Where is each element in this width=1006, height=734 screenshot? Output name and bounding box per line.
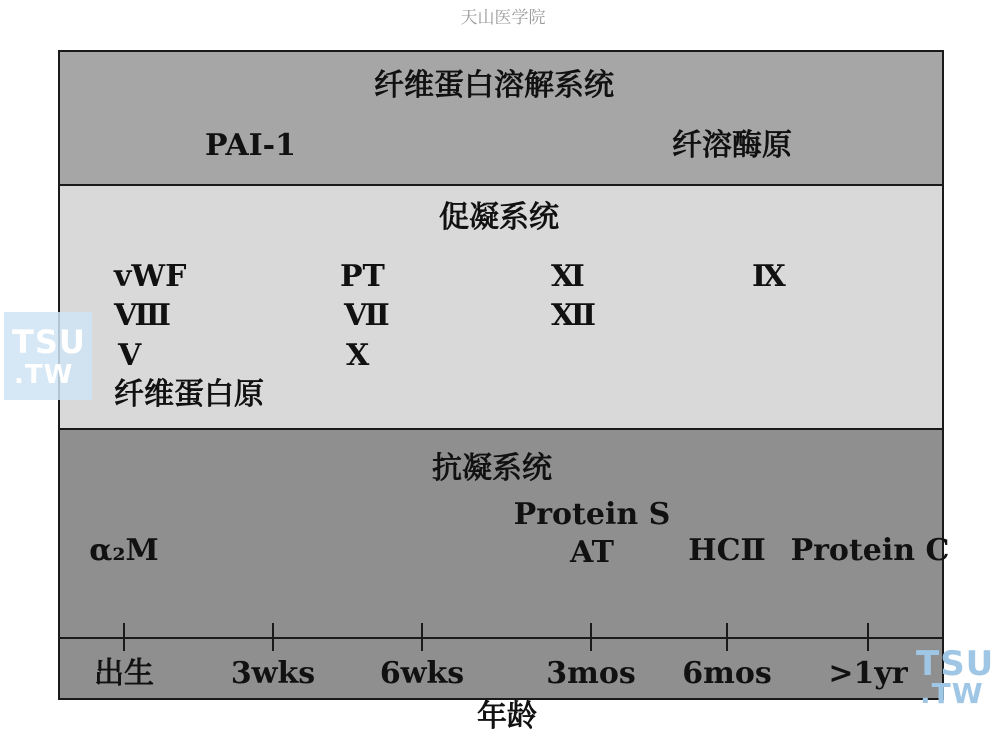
marker-hc2: HCⅡ xyxy=(688,533,766,568)
factor-vii: Ⅶ xyxy=(344,298,390,333)
watermark-text: 天山医学院 xyxy=(460,8,546,28)
marker-a2m: α₂M xyxy=(89,533,159,568)
fibrinolysis-title: 纤维蛋白溶解系统 xyxy=(374,68,614,103)
factor-x: Ⅹ xyxy=(346,338,370,373)
marker-at: AT xyxy=(570,535,614,570)
tick-label-6wks: 6wks xyxy=(379,656,465,691)
tick-label-6mos: 6mos xyxy=(682,656,772,691)
tick-label-3mos: 3mos xyxy=(546,656,636,691)
marker-protein-c: Protein C xyxy=(790,533,950,568)
procoagulant-section xyxy=(60,186,942,430)
axis-tick xyxy=(272,623,274,651)
axis-tick xyxy=(421,623,423,651)
factor-pt: PT xyxy=(340,259,385,294)
axis-tick xyxy=(726,623,728,651)
diagram-frame xyxy=(58,50,950,734)
plasminogen-label: 纤溶酶原 xyxy=(672,128,792,163)
factor-vwf: vWF xyxy=(114,259,187,294)
marker-protein-s: Protein S xyxy=(513,497,671,532)
tick-label-birth: 出生 xyxy=(94,656,154,691)
factor-v: Ⅴ xyxy=(118,338,142,373)
factor-xii: Ⅻ xyxy=(551,298,597,333)
tick-label-3wks: 3wks xyxy=(230,656,316,691)
fibrinolysis-section xyxy=(60,52,942,186)
tsu-logo-right-line2: .TW xyxy=(920,677,984,710)
procoagulant-title: 促凝系统 xyxy=(439,200,559,235)
tsu-logo-left-line1: TSU xyxy=(12,323,86,361)
age-axis-line xyxy=(60,637,942,639)
anticoagulant-title: 抗凝系统 xyxy=(432,451,552,486)
fibrinogen: 纤维蛋白原 xyxy=(114,377,264,412)
axis-label-age: 年龄 xyxy=(477,699,537,734)
factor-xi: Ⅺ xyxy=(551,259,585,294)
tsu-logo-left-line2: .TW xyxy=(14,360,74,390)
anticoagulant-section xyxy=(60,430,950,734)
axis-tick xyxy=(867,623,869,651)
factor-ix: Ⅸ xyxy=(752,259,786,294)
factor-viii: Ⅷ xyxy=(114,298,171,333)
pai1-label: PAI-1 xyxy=(205,128,297,163)
axis-tick xyxy=(123,623,125,651)
axis-tick xyxy=(590,623,592,651)
tsu-logo-right-line1: TSU xyxy=(916,644,995,684)
tick-label-1yr: >1yr xyxy=(828,656,908,691)
